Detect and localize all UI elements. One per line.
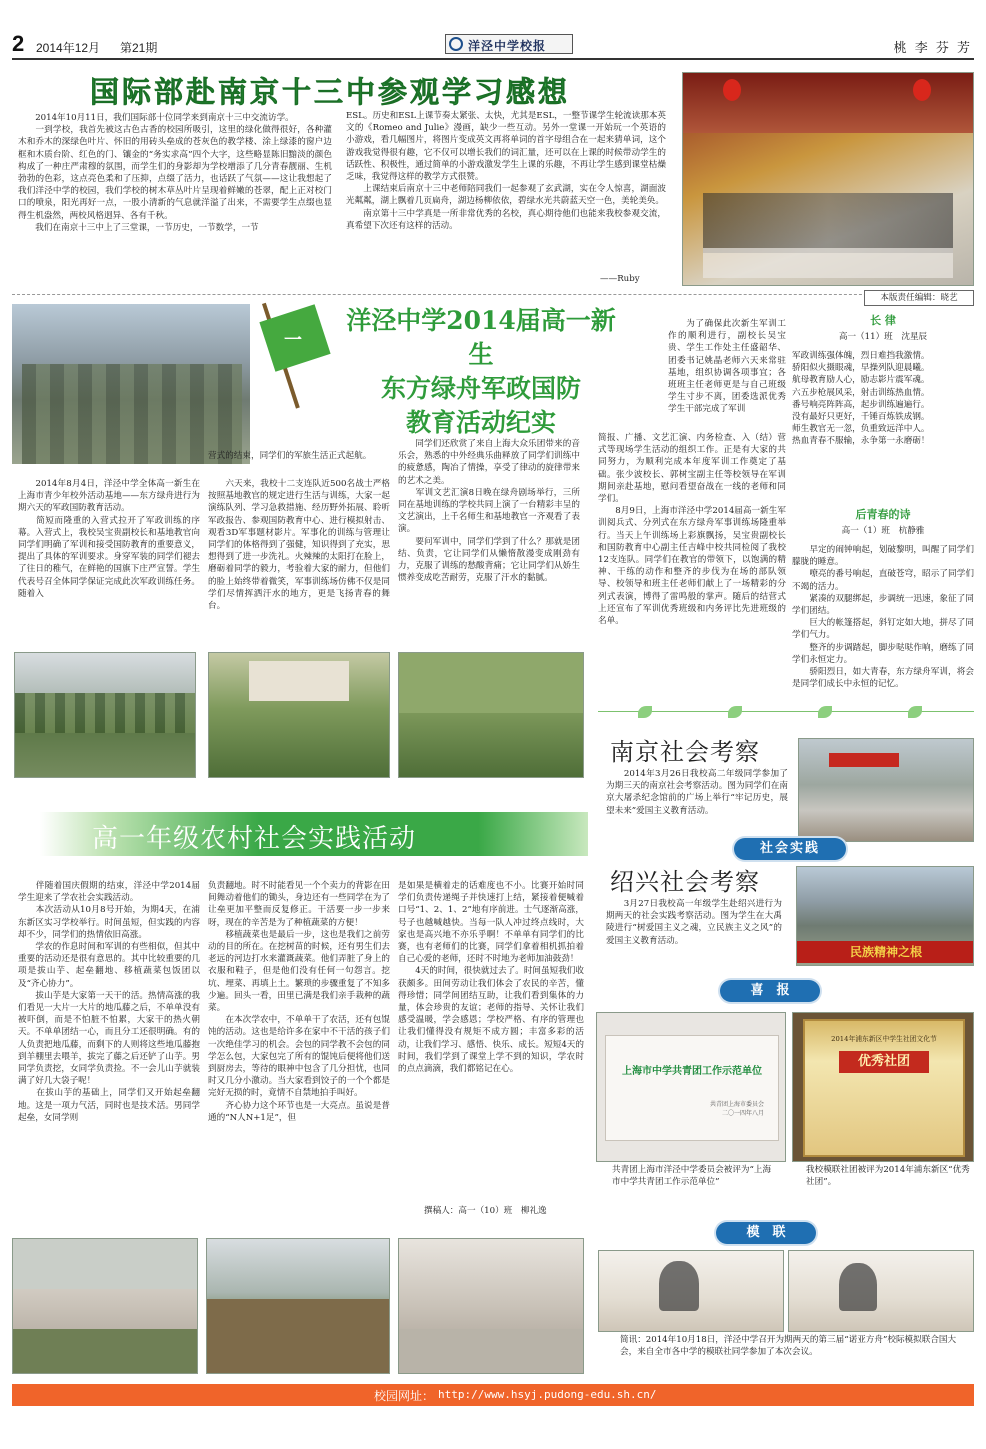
page-number: 2: [12, 31, 25, 56]
plaque1-sub: 共青团上海市委员会 二〇一四年八月: [709, 1101, 764, 1117]
school-emblem-icon: [449, 37, 463, 51]
article2-col4-top: 为了确保此次新生军训工作的顺利进行，副校长吴宝贵、学生工作处主任盛韶华、团委书记姚晶老师六天来常驻基地，组织协调各项事宜；各班班主任老师更是与自己班级学生寸步不离，团委选派优秀学生干部完成了军训: [668, 319, 786, 415]
farm-title-band: [40, 812, 588, 856]
shaoxing-photo: [796, 866, 974, 966]
article3-col3: 是如果是横着走的话难度也不小。比赛开始时同学们负责传递绳子并快速打上结，紧接着便喊着口号“1、2、1、2”地有序前进。士气逐渐高涨，号子也越喊越快。当每一队人冲过终点线时，大家也是高兴地不亦乐乎啊！不单单有同学们的比赛，也有老师们的比赛，同学们拿着相机抓拍着自己心爱的老师，还时不时地为老师加油鼓劲！ 4天的时间，很快就过去了。时间虽短我们收获颇多。田间劳动让我们体会了农民的辛苦，懂得珍惜；同学间团结互助，让我们看到集体的力量，体会珍贵的友谊；老师的指导、关怀让我们感受温暖，学会感恩；学校严格、有序的管理也让我们懂得没有规矩不成方圆；丰富多彩的活动，让我们学习、感悟、快乐、成长。短短4天的时间，我们学到了课堂上学不到的知识，学农时的点点滴滴，我们都铭记在心。: [398, 881, 584, 1075]
flag-graphic: [252, 296, 332, 416]
plaque2-text: 优秀社团: [839, 1051, 929, 1073]
masthead-rule: [12, 58, 974, 60]
good-news-caption2: 我校模联社团被评为2014年浦东新区“优秀社团”。: [806, 1165, 970, 1188]
poem2-body: 早定的闹钟响起，划破黎明，叫醒了同学们朦胧的睡意。 嘹亮的番号响起，直破苍穹，昭示了同学们不竭的活力。 紧凑的双腿绑起，步调统一迅速，象征了同学们团结。 巨大的帐篷搭起，斜钉定如大地，拼尽了同学们气力。 整齐的步调踏起，脚步哒哒作响，磨练了同学们永恒定力。 骄阳烈日，如大青春，东方绿舟军训，将会是同学们成长中永恒的记忆。: [792, 545, 974, 690]
footer-url[interactable]: http://www.hsyj.pudong-edu.sh.cn/: [438, 1388, 657, 1401]
military-team-photo: [12, 304, 250, 464]
model-un-photo-left: [598, 1250, 784, 1332]
shaoxing-title: 绍兴社会考察: [610, 869, 760, 896]
nanjing-title: 南京社会考察: [610, 739, 760, 766]
article3-col2: 负责翻地。时不时能看见一个个卖力的背影在田间舞动着他们的锄头，身边还有一些同学在为了让垒更加平整而反复修正。干活要一步一步来呀，现在的辛苦是为了种植蔬菜的方便！ 移植蔬菜也是最后一步，这也是我们之前劳动的目的所在。在挖树苗的时候，还有男生们去老远的河边打水来灌溉蔬菜。他们弄脏了身上的衣服和鞋子，但是他们没有任何一句怨言。挖坑、埋菜、再填上土。繁琐的步骤重复了不知多少遍。回头一看，田里已满是我们亲手栽种的蔬菜。 在本次学农中，不单单干了农活，还有包馄饨的活动。这也是给许多在家中不干活的孩子们一次绝佳学习的机会。会包的同学教不会包的同学怎么包，大家包完了所有的馄饨后便将他们送到厨房去，等待的眼神中包含了几分担忧，也同时又几分小激动。当大家看到饺子的一个个都是完好无损的时，竟情不自禁地拍手叫好。 齐心协力这个环节也是一大亮点。虽说是普通的“N人N+1足”，但: [208, 881, 390, 1123]
article3-author: 撰稿人：高一（10）班 柳礼逸: [424, 1206, 547, 1216]
plaque2-head: 2014年浦东新区中学生社团文化节: [831, 1035, 937, 1043]
poem1-title: 长 律: [870, 314, 896, 327]
poem2-author: 高一（1）班 杭静雅: [841, 526, 925, 536]
plaque1-photo: [596, 1012, 786, 1162]
article2-col2: 六天来，我校十二支连队近500名战士严格按照基地教官的规定进行生活与训练，大家一起演练队列、学习急救措施、经历野外拓展、聆听军政报告、参观国防教育中心、进行模拟射击、观看3D军事题材影片。军事化的训练与管理让同学们的体格得到了强健，知识得到了充实，思想得到了进一步洗礼。火辣辣的太阳打在脸上，磨砺着同学的毅力，考验着大家的耐力，但他们的脸上始终带着微笑，军事训练场仿佛不仅是同学们尽情挥洒汗水的地方，更是飞扬青春的舞台。: [208, 479, 390, 612]
article3-title: 高一年级农村社会实践活动: [92, 823, 417, 853]
farm-photo-field: [206, 1238, 390, 1374]
poems-column: [792, 312, 974, 702]
section-name: 桃 李 芬 芳: [893, 41, 972, 56]
editor-credit: 本版责任编辑：晓艺: [864, 290, 974, 306]
article2-col1: 2014年8月4日，洋泾中学全体高一新生在上海市青少年校外活动基地——东方绿舟进行为期六天的军政国防教育活动。 简短而隆重的入营式拉开了军政训练的序幕。入营式上，我校吴宝贵副校长和基地教官向同学们明确了军训和接受国防教育的重要意义，提出了具体的军训要求。身穿军装的同学们褪去了往日的稚气，在鲜艳的国旗下庄严宣誓。学生代表号召全体同学保证完成此次军政训练任务。随着入: [18, 479, 200, 599]
farm-photo-group: [12, 1238, 198, 1374]
model-un-caption: 简讯：2014年10月18日，洋泾中学召开为期两天的第三届“诺亚方舟”校际模拟联合国大会，来自全市各中学的模联社同学参加了本次会议。: [620, 1335, 957, 1358]
paper-logo: [445, 34, 573, 54]
military-group-photo: [208, 652, 390, 778]
flag-label: 一: [284, 330, 302, 351]
plaque2-photo: [792, 1012, 974, 1162]
leaf-decoration: [598, 704, 974, 720]
article2-col2-top: 营式的结束，同学们的军旅生活正式起航。: [208, 451, 372, 461]
article1-col1: 2014年10月11日，我们国际部十位同学来到南京十三中交流访学。 一到学校，我首先被这古色古香的校园所吸引，这里的绿化做得很好，各种灌木和乔木的深绿色叶片、怀旧的用砖头垒成的苍灰色的教学楼、涂上绿漆的窗户边框和木质台阶、红色的门、镶金的“务实求高”四个大字，这些略显陈旧黯淡的颜色构成了一种庄严肃穆的氛围，而学生们的身影却为学校增添了几分青春靓丽、生机勃勃的色彩，这点亮色柔和了压抑，点缀了活力，也话跃了气氛——这让我想起了我们洋泾中学的校园，我们学校的树木草丛叶片呈现着鲜嫩的苍翠，配上正对校门口的喷泉，阳光再好一点，一股小清新的气息就洋溢了出来，不需要学生点缀也显得生机盎然，两校风格迥异、各有千秋。 我们在南京十三中上了三堂课，一节历史，一节数学，一节: [18, 113, 332, 233]
issue-date: 2014年12月: [36, 41, 101, 55]
article3-col1: 伴随着国庆假期的结束，洋泾中学2014届学生迎来了学农社会实践活动。 本次活动从10月8号开始，为期4天，在浦东新区实习学校举行。时间虽短，但实践的内容却不少，同学们的热情依旧高涨。 学农的作息时间和军训的有些相似，但其中重要的活动还是很有意思的。其中比较重要的几项是拔山芋、起垒翻地、移植蔬菜包饭团以及“齐心协力”。 拔山芋是大家第一天干的活。热情高涨的我们看见一大片一大片的地瓜藤之后，不单单没有被吓倒，而是不怕脏不怕累，大家干的热火朝天。不单单团结一心，而且分工还很明确。有的人负责把地瓜藤，而剩下的人则将这些地瓜藤抱到羊棚里去喂羊，拔完了藤之后还铲了山芋。男同学负责挖，女同学负责捡。不一会儿山芋就装满了好几大袋子呢！ 在拔山芋的基础上，同学们又开始起垒翻地。这是一项力气活，同时也是技术活。男同学起垒，女同学则: [18, 881, 200, 1123]
article2-col3: 同学们还欣赏了来自上海大众乐团带来的音乐会，熟悉的中外经典乐曲释放了同学们训练中的疲惫感，陶冶了情操，享受了律动的旋律带来的艺术之美。 军训文艺汇演8日晚在绿舟剧场举行，三所同在基地训练的学校共同上演了一台精彩丰呈的文艺演出，上千名师生和基地教官一齐观看了表演。 要问军训中，同学们学到了什么？那就是团结、负责，它让同学们从懒惰散漫变成刚劲有力，克服了训练的愁酸背痛；它让同学们从娇生惯养变成吃苦耐劳，克服了汗水的黏腻。: [398, 439, 580, 584]
shaoxing-banner-text: 民族精神之根: [849, 945, 922, 959]
military-march-photo: [14, 652, 196, 778]
article1-col2: ESL。历史和ESL上课节奏太紧张、太快，尤其是ESL，一整节课学生轮流读那本英文的《Romeo and Julie》漫画，缺少一些互动。另外一堂课一开始玩一个英语的小游戏，看几幅图片，将图片变成英文再将单词的首字母组合在一起来猜单词，这个游戏我觉得很有趣，它不仅可以增长我们的词汇量，还可以在上课的时候带动学生的话跃性、积极性，通过简单的小游戏激发学生上课的乐趣，不再让学生感到课堂枯燥乏味，我觉得这样的教学方式很赞。 上课结束后南京十三中老师陪同我们一起参观了玄武湖，实在令人惊喜，湖面波光粼粼，湖上飘着几页扁舟，湖边杨柳依依，碧绿水光共蔚蓝天空一色，美轮美奂。 南京第十三中学真是一所非常优秀的名校，真心期待他们也能来我校参观交流，真希望下次还有这样的活动。: [346, 111, 666, 231]
shaoxing-body: 3月27日我校高一年级学生赴绍兴进行为期两天的社会实践考察活动。图为学生在大禹陵进行“树爱国主义之魂，立民族主义之风”的爱国主义教育活动。: [606, 899, 782, 946]
plaque1-text: 上海市中学共青团工作示范单位: [622, 1066, 762, 1077]
article1-author: ——Ruby: [600, 274, 640, 284]
poem1-body: 军政训练强体魄，烈日难挡我激情。 骄阳似火摄眼魂，早操列队迎晨曦。 航母教育励人心，励志影片震军魂。 六五步枪展风采，射击训练热血情。 番号响亮阵阵高，起步训练遍遍行。 没有最好只更好，千锤百炼铁成钢。 师生教官无一忽，负重致远洋中人。 热血青春不服输，永争第一永磨砺！: [792, 351, 930, 447]
paper-name: 洋泾中学校报: [468, 39, 547, 53]
poem1-author: 高一（11）班 沈星辰: [838, 332, 928, 342]
footer-label: 校园网址：: [374, 1389, 435, 1403]
good-news-caption1: 共青团上海市洋泾中学委员会被评为“上海市中学共青团工作示范单位”: [612, 1165, 772, 1188]
article1-title: 国际部赴南京十三中参观学习感想: [90, 77, 571, 109]
poem2-title: 后青春的诗: [855, 508, 911, 521]
footer-bar: [12, 1384, 974, 1406]
farm-photo-cooking: [398, 1238, 584, 1374]
nanjing-memorial-photo: [798, 738, 974, 842]
article2-col4: 简报、广播、文艺汇演、内务检查、入（结）营式等现场学生活动的组织工作。正是有大家的共同努力，为顺利完成本年度军训工作奠定了基础。张少波校长、郭树宝副主任等校领导在军训期间亲赴基地，慰问看望奋战在一线的老师和同学们。 8月9日，上海市洋泾中学2014届高一新生军训阅兵式、分列式在东方绿舟军事训练场隆重举行。当天上午训练场上彩旗飘扬，吴宝贵副校长和国防教育中心副主任吉峰中校共同检阅了我校12支连队。同学们在教官的带领下，以饱满的精神、干练的动作和整齐的步伐为在场的部队领导、校领导和班主任老师们献上了一场精彩的分列式表演，博得了雷鸣般的掌声。随后的结营式上还宣布了军训优秀班级和内务评比先进班级的名单。: [598, 433, 786, 627]
nanjing-body: 2014年3月26日我校高二年级同学参加了为期三天的南京社会考察活动。图为同学们在南京大屠杀纪念馆前的广场上举行“牢记历史，展望未来”爱国主义教育活动。: [606, 769, 788, 816]
military-trio-photo: [398, 652, 584, 778]
social-practice-tag: 社会实践: [734, 838, 846, 860]
masthead: [12, 30, 974, 60]
good-news-tag: 喜 报: [720, 980, 820, 1002]
article1-group-photo: [682, 72, 974, 286]
section-divider: [12, 294, 892, 295]
model-un-photo-right: [788, 1250, 974, 1332]
article2-title: 洋泾中学2014届高一新生 东方绿舟军政国防 教育活动纪实: [346, 306, 616, 437]
model-un-tag: 模 联: [716, 1222, 816, 1244]
issue-number: 第21期: [120, 41, 158, 55]
